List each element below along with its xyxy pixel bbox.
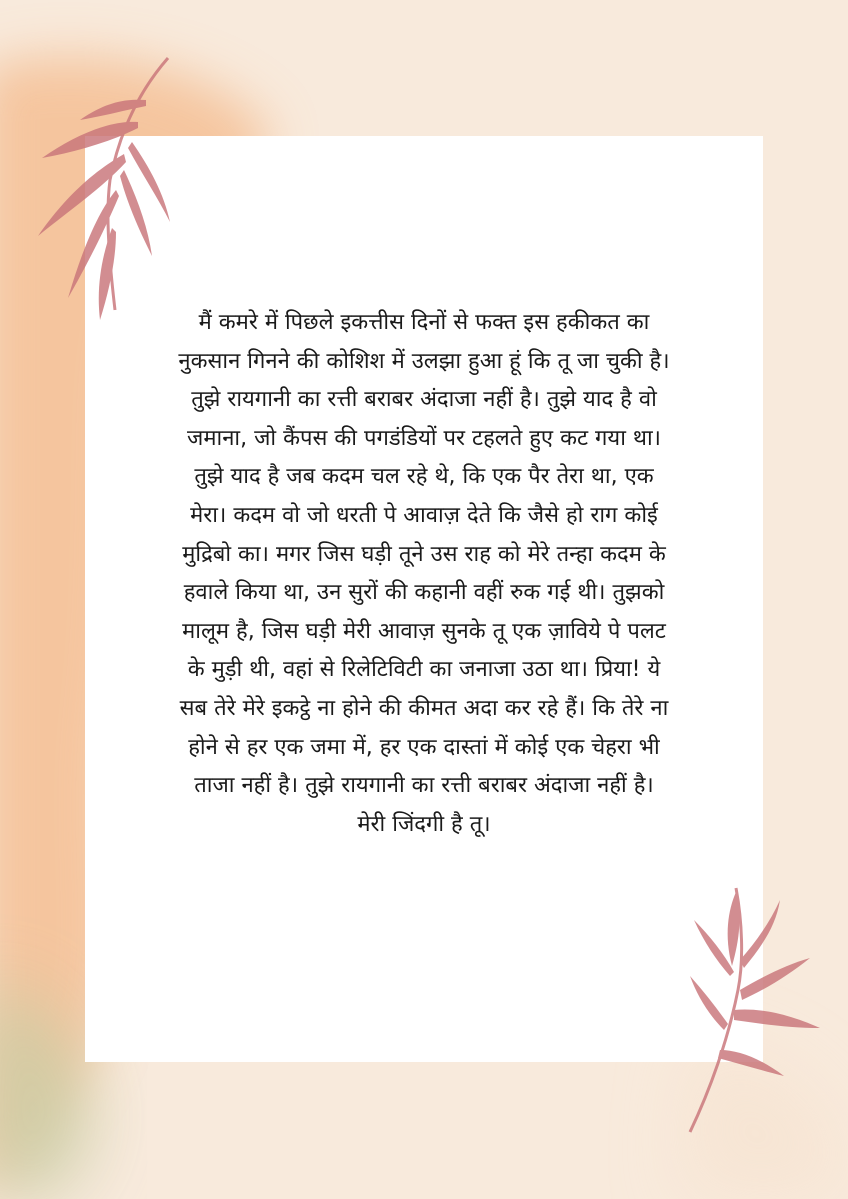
- poem-line: हवाले किया था, उन सुरों की कहानी वहीं रुक गई थी। तुझको: [183, 580, 665, 606]
- poem-line: मुद्रिबो का। मगर जिस घड़ी तूने उस राह को मेरे तन्हा कदम के: [182, 541, 666, 567]
- poem-text: [85, 304, 763, 844]
- poem-line: तुझे याद है जब कदम चल रहे थे, कि एक पैर तेरा था, एक: [194, 464, 654, 490]
- poem-line: तुझे रायगानी का रत्ती बराबर अंदाजा नहीं है। तुझे याद है वो: [191, 387, 657, 413]
- watercolor-leaf-branch-icon: [680, 880, 830, 1140]
- poem-line: नुकसान गिनने की कोशिश में उलझा हुआ हूं कि तू जा चुकी है।: [178, 348, 670, 374]
- poem-line: होने से हर एक जमा में, हर एक दास्तां में कोई एक चेहरा भी: [188, 734, 660, 760]
- poem-line: जमाना, जो कैंपस की पगडंडियों पर टहलते हुए कट गया था।: [187, 425, 661, 451]
- watercolor-leaf-branch-icon: [20, 50, 180, 330]
- content-card: [85, 136, 763, 1062]
- poem-line: मालूम है, जिस घड़ी मेरी आवाज़ सुनके तू एक ज़ाविये पे पलट: [182, 618, 666, 644]
- poem-line: मेरा। कदम वो जो धरती पे आवाज़ देते कि जैसे हो राग कोई: [190, 502, 658, 528]
- poem-line: ताजा नहीं है। तुझे रायगानी का रत्ती बराबर अंदाजा नहीं है।: [194, 773, 654, 799]
- poem-line: सब तेरे मेरे इकट्ठे ना होने की कीमत अदा कर रहे हैं। कि तेरे ना: [179, 695, 669, 721]
- poem-line: के मुड़ी थी, वहां से रिलेटिविटी का जनाजा उठा था। प्रिया! ये: [187, 657, 661, 683]
- poem-line: मेरी जिंदगी है तू।: [357, 811, 491, 837]
- poem-line: मैं कमरे में पिछले इकत्तीस दिनों से फक्त इस हकीकत का: [198, 310, 650, 335]
